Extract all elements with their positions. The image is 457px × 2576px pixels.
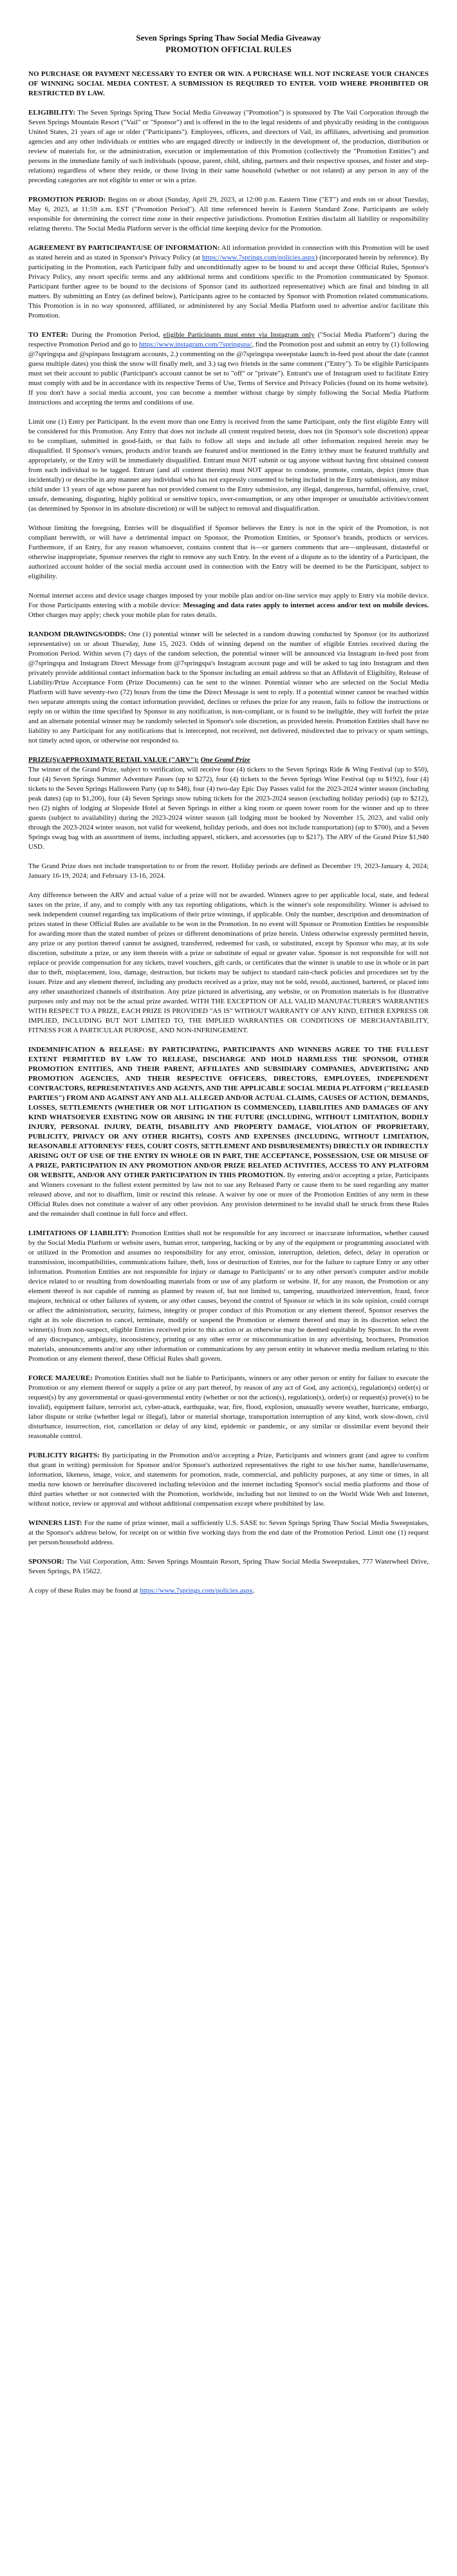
normal-access-paragraph — [28, 591, 429, 620]
to-enter-text-a: During the Promotion Period, — [71, 331, 160, 339]
random-drawings-heading: RANDOM DRAWINGS/ODDS: — [28, 630, 127, 638]
sponsor-text: The Vail Corporation, Attn: Seven Springs Mountain Resort, Spring Thaw Social Media Sweepstakes, 777 Waterwheel Drive, Seven Springs, PA 15622. — [28, 1558, 429, 1575]
indemnification-text-b: By entering and/or accepting a prize, Participants and Winners covenant to the fullest extent permitted by law not to sue any Released Party or cause them to be sued regarding any matter released above, and not to disaffirm, limit or rescind this release. A waiver by one or more of the Promotion Entities of any term in these Official Rules does not constitute a waiver of any other provision. Any provision determined to be invalid shall be struck from these Rules and the remainder shall continue in full force and effect. — [28, 1171, 429, 1218]
prize-heading: PRIZE(S)/APPROXIMATE RETAIL VALUE ("ARV"): — [28, 756, 199, 764]
indemnification-section — [28, 1045, 429, 1219]
copy-text-a: A copy of these Rules may be found at — [28, 1587, 138, 1595]
normal-text-b: Other charges may apply; check your mobile plan for rates details. — [28, 611, 217, 619]
limitations-text: Promotion Entities shall not be responsible for any incorrect or inaccurate information, whether caused by the Social Media Platform or website users, human error, tampering, hacking or by any of the equipment or programming associated with or utilized in the Promotion and assumes no responsibility for any error, omission, interruption, deletion, defect, delay in operation or transmission, incompatibilities, communications failure, theft, loss or destruction of Entries, nor for the failure to capture Entry or any other information. Promotion Entities are not responsible for injury or damage to Participants' or to any other person's computer and/or mobile device related to or resulting from downloading materials from or use of any platform or website. If, for any reason, the Promotion or any element thereof is not capable of running as planned by reason of, but not limited to, tampering, unauthorized intervention, fraud, force majeure, technical or other failures of system, or any other causes, beyond the control of Sponsor or which in its sole opinion, could corrupt or affect the administration, security, fairness, integrity or proper conduct of this Promotion or any element thereof, Sponsor reserves the right at its sole discretion to cancel, terminate, modify or suspend the Promotion or element thereof and may in its discretion select the winner(s) from non-suspect, eligible Entries received prior to this action or as otherwise may be deemed equitable by Sponsor. In the event of any discrepancy, ambiguity, inconsistency, printing or any other error or miscommunication in any advertising, brochures, Promotion materials, announcements and/or any other information or communications by any person entity in whatever media medium relating to this Promotion or any element thereof, these Official Rules shall govern. — [28, 1229, 429, 1363]
winners-list-section — [28, 1519, 429, 1548]
force-majeure-heading: FORCE MAJEURE: — [28, 1374, 93, 1382]
random-drawings-section — [28, 630, 429, 746]
random-drawings-text: One (1) potential winner will be selected in a random drawing conducted by Sponsor (or its authorized representative) on or about Thursday, June 15, 2023. Odds of winning depend on the number of eligible Entries received during the Promotion Period. Within seven (7) days of the random selection, the potential winner will be announced via Instagram in-feed post from @7springspa and Instagram Direct Message from @7springspa's Instagram account page and will be asked to tag into Instagram and then privately provide additional contact information back to the Sponsor including an email address so that an Affidavit of Eligibility, Release of Liability/Prize Acceptance Form (Prize Documents) can be sent to the winner. Potential winner who are selected on the Social Media Platform will have seventy-two (72) hours from the time the Direct Message is sent to reply. If a potential winner cannot be reached within two separate attempts using the contact information provided, declines or refuses the prize for any reason, fails to follow the instructions or reply on or within the time specified by Sponsor in any notification, is non-compliant, or is found to be ineligible, they will forfeit the prize and an alternate potential winner may be randomly selected in Sponsor's sole discretion, as provided herein. Promotion Entities shall have no liability to any Participant for any notifications that is intercepted, not received, not delivered, misdirected due to privacy or spam settings, not timely acted upon, or otherwise not responded to. — [28, 630, 429, 744]
publicity-section — [28, 1451, 429, 1509]
agreement-section — [28, 243, 429, 321]
eligibility-heading: ELIGIBILITY: — [28, 109, 75, 117]
publicity-text: By participating in the Promotion and/or accepting a Prize, Participants and winners grant (and agree to confirm that grant in writing) permission for Sponsor and/or Sponsor's authorized representatives the right to use his/her name, handle/username, information, likeness, image, voice, and statements for promotion, trade, commercial, and publicity purposes, at any time or times, in all media now known or hereinafter discovered including television and the internet including Sponsor's social media platforms and those of third parties whether or not connected with the Promotion, worldwide, including but not limited to on the World Wide Web and Internet, without notice, review or approval and without additional compensation except where prohibited by law. — [28, 1452, 429, 1508]
prize-note-paragraph: The Grand Prize does not include transportation to or from the resort. Holiday periods are defined as December 19, 2023-January 4, 2024; January 16-19, 2024; and February 13-16, 2024. — [28, 862, 429, 880]
instagram-link[interactable]: https://www.instagram.com/7springspa/ — [138, 341, 252, 348]
to-enter-heading: TO ENTER: — [28, 331, 69, 339]
period-text: Begins on or about (Sunday, April 29, 2023, at 12:00 p.m. Eastern Time ("ET") and ends on or about Tuesday, May 6, 2023, at 11:59 a.m. EST ("Promotion Period"). All time referenced herein is Eastern Standard Zone. Participants are solely responsible for determining the correct time zone in their respective jurisdictions. Promotion Entities disclaim all liability or responsibility relating thereto. The Social Media Platform server is the official time keeping device for the Promotion. — [28, 196, 429, 232]
copy-section — [28, 1586, 429, 1596]
force-majeure-section — [28, 1374, 429, 1441]
sponsor-section — [28, 1557, 429, 1577]
to-enter-text-b: ("Social Media Platform") during the respective Promotion Period and go to — [28, 331, 429, 348]
limiting-paragraph: Without limiting the foregoing, Entries will be disqualified if Sponsor believes the Entry is not in the spirit of the Promotion, is not compliant herewith, or will have a detrimental impact on Sponsor, the Promotion Entities, or Sponsor's brands, products or services. Furthermore, if an Entry, for any reason whatsoever, contains content that is—or garners comments that are—unpleasant, distasteful or otherwise inappropriate, Sponsor reserves the right to remove any such Entry. In the event of a dispute as to the identity of a Participant, the authorized account holder of the social media account used in connection with the Entry will be deemed to be the Participant, subject to eligibility. — [28, 524, 429, 580]
difference-paragraph: Any difference between the ARV and actual value of a prize will not be awarded. Winners agree to per applicable local, state, and federal taxes on the prize, if any, and to comply with any tax reporting obligations, which is the winner's sole responsibility. Winner is advised to seek independent counsel regarding tax implications of their prize winnings, if applicable. Only the number, description and denomination of prizes stated in these Official Rules are available to be won in the Promotion. In no event will Sponsor or Promotion Entities be responsible for awarding more than the stated number of prizes or different denominations of prize herein. Unless otherwise expressly permitted herein, any prize or any portion thereof cannot be assigned, transferred, redeemed for cash, or substituted, except by Sponsor who may, at its sole discretion, substitute a prize, or any item therein with a prize or substitute of equal or greater value. Sponsor is not responsible for will not replace or provide compensation for any tickets, travel vouchers, gift cards, or certificates that the winner is unable to use in whole or in part due to theft, misplacement, loss, damage, destruction, but tickets may be subject to standard rain-check policies and procedures set by the issuer. Prize and any element thereof, including any products received as a prize, may not be sold, resold, auctioned, bartered, or placed into any other unauthorized channels of distribution. Any prize pictured in advertising, any website, or on Promotion materials is for illustrative purposes only and may not be the actual prize awarded. WITH THE EXCEPTION OF ALL VALID MANUFACTURER'S WARRANTIES WITH RESPECT TO A PRIZE, EACH PRIZE IS PROVIDED "AS IS" WITHOUT WARRANTY OF ANY KIND, EITHER EXPRESS OR IMPLIED, INCLUDING BUT NOT LIMITED TO, THE IMPLIED WARRANTIES OR CONDITIONS OF MERCHANTABILITY, FITNESS FOR A PARTICULAR PURPOSE, AND NON-INFRINGEMENT. — [28, 891, 429, 1034]
normal-text-bold: Messaging and data rates apply to internet access and/or text on mobile devices. — [183, 601, 429, 609]
agreement-heading: AGREEMENT BY PARTICIPANT/USE OF INFORMATION: — [28, 244, 220, 252]
document-subtitle: PROMOTION OFFICIAL RULES — [165, 44, 292, 54]
prize-heading-line — [28, 755, 429, 765]
rules-copy-link[interactable]: https://www.7springs.com/policies.aspx — [140, 1587, 253, 1595]
privacy-policy-link[interactable]: https://www.7springs.com/policies.aspx — [201, 254, 315, 261]
limitations-heading: LIMITATIONS OF LIABILITY: — [28, 1229, 129, 1237]
intro-paragraph: NO PURCHASE OR PAYMENT NECESSARY TO ENTER OR WIN. A PURCHASE WILL NOT INCREASE YOUR CHANCES OF WINNING SOCIAL MEDIA CONTEST. A SUBMISSION IS REQUIRED TO ENTER. VOID WHERE PROHIBITED OR RESTRICTED BY LAW. — [28, 70, 429, 97]
winners-list-heading: WINNERS LIST: — [28, 1519, 82, 1527]
indemnification-heading: INDEMNIFICATION & RELEASE: — [28, 1046, 145, 1054]
period-section — [28, 195, 429, 234]
to-enter-underlined: eligible Participants must enter via Instagram only — [163, 331, 315, 339]
agreement-text-b: ) (incorporated herein by reference). By participating in the Promotion, each Participant fully and unconditionally agree to be bound to and accept these Official Rules, Sponsor's Privacy Policy, any resort specific terms and any additional terms and conditions specific to the Promotion communicated by Sponsor. Participant further agree to be bound to the decisions of Sponsor (and its authorized representative) which are final and binding in all matters. By submitting an Entry (as defined below), Participants agree to be contacted by Sponsor with Promotion related communications. This Promotion is in no way sponsored, affiliated, or administered by any Social Media Platform used to advertise and/or facilitate this Promotion. — [28, 254, 429, 319]
limitations-section — [28, 1229, 429, 1364]
to-enter-section — [28, 330, 429, 408]
rules-document — [28, 0, 429, 1596]
limit-paragraph: Limit one (1) Entry per Participant. In the event more than one Entry is received from the same Participant, only the first eligible Entry will be considered for this Promotion. Any Entry that does not include all content required herein, does not (in Sponsor's sole discretion) appear to be compliant, submitted in good-faith, or that fails to follow all steps and include all other information required herein may be disqualified. If Sponsor's venues, products and/or brands are featured and/or mentioned in the Entry it/they must be featured truthfully and appropriately, or the Entry will be immediately disqualified. Entrant must NOT submit or tag anyone without having first obtained consent from each individual to be tagged. Entrant (and all content therein) must NOT appear to condone, promote, contain, depict (more than incidentally) or describe in any manner any individual who has not expressly consented to being included in the Entry submission, any minor child under 13 years of age whose parent has not provided consent to the Entry submission, any illegal, dangerous, harmful, offensive, cruel, unsafe, demeaning, disgusting, highly political or sensitive topics, over-consumption, or any other improper or unsuitable activities/content (as determined by Sponsor in its absolute discretion) or will be subject to removal and disqualification. — [28, 418, 429, 513]
eligibility-text: The Seven Springs Spring Thaw Social Media Giveaway ("Promotion") is sponsored by The Vail Corporation through the Seven Springs Mountain Resort ("Vail" or "Sponsor") and is offered in the to the legal residents of and physically residing in the contiguous United States, 21 years of age or older ("Participants"). Employees, officers, and directors of Vail, its affiliates, advertising and promotion agencies and any other individuals or entities who are engaged directly or indirectly in the development of, the production, distribution or review of materials for, or the administration, execution or implementation of this Promotion (collectively the "Promotion Entities") and persons in the immediate family of such individuals (spouse, parent, child, sibling, partners and their respective spouses, and foster and step-relations) regardless of where they reside, or those living in their same household (whether or not related) at any person in any of the preceding categories are not eligible to enter or win a prize. — [28, 109, 429, 184]
normal-text-a: Normal internet access and device usage charges imposed by your mobile plan and/or on-line service may apply to Entry via mobile device. For those Participants entering with a mobile device: — [28, 592, 429, 609]
agreement-text-a: All information provided in connection with this Promotion will be used as stated herein and as stated in Sponsor's Privacy Policy (at — [28, 244, 429, 261]
eligibility-section — [28, 108, 429, 185]
prize-paragraph: The winner of the Grand Prize, subject to verification, will receive four (4) tickets to the Seven Springs Ride & Wing Festival (up to $50), four (4) Seven Springs Summer Adventure Passes (up to $272), four (4) tickets to the Seven Springs Wine Festival (up to $192), four (4) tickets to the Seven Springs Halloween Party (up to $48), four (4) two-day Epic Day Passes valid for the 2023-2024 winter season (including peak dates) (up to $1,200), four (4) Seven Springs snow tubing tickets for the 2023-2024 season (excluding holiday periods) (up to $212), two (2) nights of lodging at Slopeside Hotel at Seven Springs in either a king room or queen tower room for the winner and up to three guests (subject to availability) during the 2023-2024 winter season (all lodging must be booked by November 15, 2023, and valid only through the 2023-2024 winter season, not valid for weekend, holiday periods, and does not include transportation) (up to $700), and a Seven Springs swag bag with an assortment of items, including apparel, stickers, and accessories (up to $217). The ARV of the Grand Prize $1,940 USD. — [28, 766, 429, 851]
publicity-heading: PUBLICITY RIGHTS: — [28, 1452, 100, 1459]
sponsor-heading: SPONSOR: — [28, 1558, 64, 1566]
prize-heading-grand: One Grand Prize — [200, 756, 250, 764]
winners-list-text: For the name of prize winner, mail a sufficiently U.S. SASE to: Seven Springs Spring Thaw Social Media Sweepstakes, at the Sponsor's address below, for receipt on or within five working days from the end date of the Promotion Period. Limit one (1) request per person/household address. — [28, 1519, 429, 1546]
to-enter-text-c: , find the Promotion post and submit an entry by (1) following @7springspa and @spinpass Instagram accounts, 2.) commenting on the @7springspa sweepstake launch in-feed post about the date (cannot guess multiple dates) you think the snow will finally melt, and 3.) tag two friends in the same comment ("Entry"). To be eligible Participants must set their account to public (Participant's account cannot be set to "off" or "private"). Entrant's use of Instagram used to facilitate Entry must comply with and be in accordance with its respective Terms of Use, Terms of Service and Privacy Policies (found on its home website). If you don't have a social media account, you can become a member without charge by simply following the Social Media Platform instructions and accepting the terms and conditions of use. — [28, 341, 429, 406]
indemnification-text: BY PARTICIPATING, PARTICIPANTS AND WINNERS AGREE TO THE FULLEST EXTENT PERMITTED BY LAW TO RELEASE, DISCHARGE AND HOLD HARMLESS THE SPONSOR, OTHER PROMOTION ENTITIES, AND THEIR PARENT, AFFILIATES AND SUBSIDIARY COMPANIES, ADVERTISING AND PROMOTION AGENCIES, AND THEIR RESPECTIVE OFFICERS, DIRECTORS, EMPLOYEES, INDEPENDENT CONTRACTORS, REPRESENTATIVES AND AGENTS, AND THE APPLICABLE SOCIAL MEDIA PLATFORM ("RELEASED PARTIES") FROM AND AGAINST ANY AND ALL ALLEGED AND/OR ACTUAL CLAIMS, CAUSES OF ACTION, DEMANDS, LOSSES, SETTLEMENTS (WHETHER OR NOT LITIGATION IS COMMENCED), LIABILITIES AND DAMAGES OF ANY KIND WHATSOEVER EXISTING NOW OR ARISING IN THE FUTURE (INCLUDING, WITHOUT LIMITATION, BODILY INJURY, PERSONAL INJURY, DEATH, DISABILITY AND PROPERTY DAMAGE, VIOLATION OF PROPRIETARY, PUBLICITY, PRIVACY OR ANY OTHER RIGHTS), COSTS AND EXPENSES (INCLUDING, WITHOUT LIMITATION, REASONABLE ATTORNEYS' FEES, COURT COSTS, SETTLEMENT AND DISBURSEMENTS) DIRECTLY OR INDIRECTLY ARISING OUT OF USE OF THE ENTRY IN WHOLE OR IN PART, THE ACCEPTANCE, POSSESSION, USE OR MISUSE OF A PRIZE, PARTICIPATION IN ANY PROMOTION AND/OR PRIZE RELATED ACTIVITIES, ACCESS TO ANY PLATFORM OR WEBSITE, AND/OR ANY OTHER PARTICIPATION IN THIS PROMOTION. — [28, 1046, 429, 1179]
force-majeure-text: Promotion Entities shall not be liable to Participants, winners or any other person or entity for failure to execute the Promotion or any element thereof or supply a prize or any part thereof, by reason of any act of God, any action(s), regulation(s) order(s) or request(s) by any governmental or quasi-governmental entity (whether or not the action(s), regulation(s), order(s) or request(s) prove(s) to be invalid), equipment failure, terrorist act, cyber-attack, earthquake, war, fire, flood, explosion, unusually severe weather, hurricane, embargo, labor dispute or strike (whether legal or illegal), labor or material shortage, transportation interruption of any kind, work slow-down, civil disturbance, insurrection, riot, cancellation or delay of any kind, epidemic or pandemic, or any similar or dissimilar event beyond their reasonable control. — [28, 1374, 429, 1440]
document-title: Seven Springs Spring Thaw Social Media Giveaway — [136, 33, 321, 43]
period-heading: PROMOTION PERIOD: — [28, 196, 106, 204]
copy-text-b: . — [252, 1587, 255, 1595]
